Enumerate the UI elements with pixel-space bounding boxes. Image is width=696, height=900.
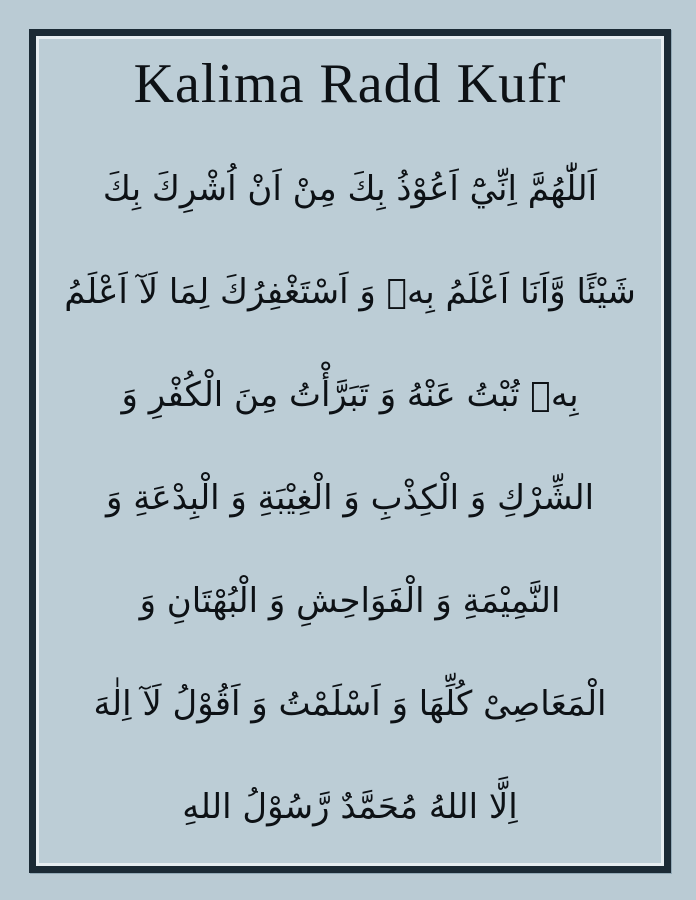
poster-frame-inner xyxy=(36,36,664,866)
dua-line-2: شَيْئًا وَّاَنَا اَعْلَمُ بِهٖ وَ اَسْتَغْفِرُكَ لِمَا لَآ اَعْلَمُ xyxy=(64,271,636,312)
poster-title: Kalima Radd Kufr xyxy=(133,53,567,115)
dua-line-6: الْمَعَاصِىْ كُلِّهَا وَ اَسْلَمْتُ وَ اَقُوْلُ لَآ اِلٰهَ xyxy=(93,683,607,724)
poster-frame xyxy=(29,29,671,873)
dua-line-1: اَللّٰهُمَّ اِنِّيْٓ اَعُوْذُ بِكَ مِنْ اَنْ اُشْرِكَ بِكَ xyxy=(102,168,598,209)
dua-line-3: بِهٖ تُبْتُ عَنْهُ وَ تَبَرَّأْتُ مِنَ الْكُفْرِ وَ xyxy=(121,374,579,415)
dua-line-5: النَّمِيْمَةِ وَ الْفَوَاحِشِ وَ الْبُهْتَانِ وَ xyxy=(139,580,561,621)
dua-text-block xyxy=(39,137,661,858)
dua-line-7: اِلَّا اللهُ مُحَمَّدٌ رَّسُوْلُ اللهِ xyxy=(182,786,518,827)
dua-line-4: الشِّرْكِ وَ الْكِذْبِ وَ الْغِيْبَةِ وَ الْبِدْعَةِ وَ xyxy=(105,477,595,518)
